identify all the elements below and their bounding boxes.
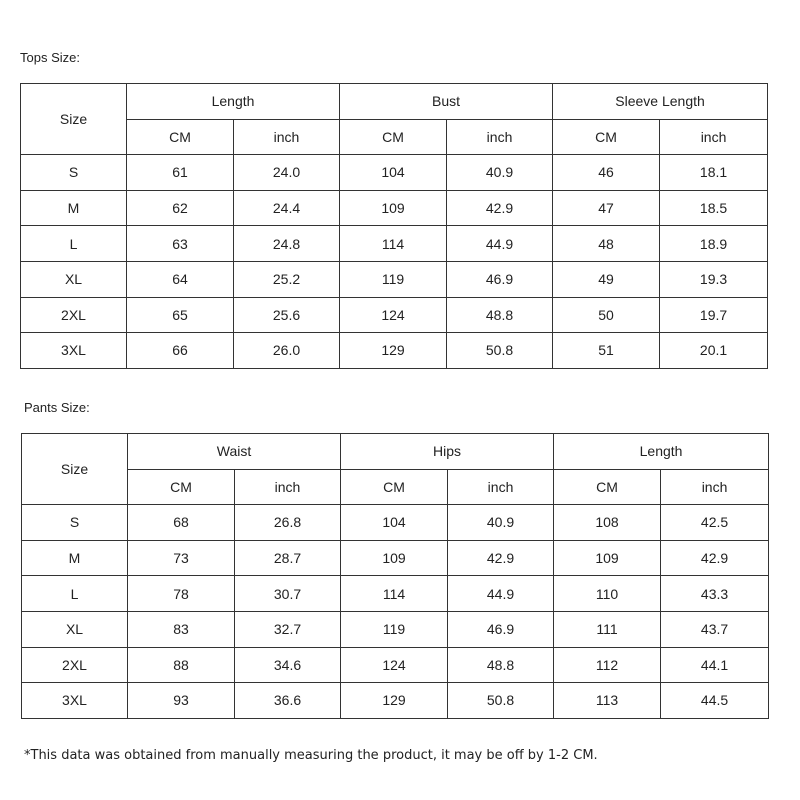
size-column-header: Size — [22, 434, 128, 505]
table-cell: 46.9 — [448, 611, 554, 647]
table-cell: 42.9 — [447, 190, 553, 226]
table-cell: 46.9 — [447, 261, 553, 297]
table-cell: 50.8 — [447, 333, 553, 369]
table-cell: 48.8 — [448, 647, 554, 683]
table-cell: 25.2 — [234, 261, 340, 297]
table-cell: 19.3 — [660, 261, 768, 297]
table-header-row — [22, 434, 769, 470]
table-cell: 42.5 — [661, 505, 769, 541]
measurement-footnote: *This data was obtained from manually measuring the product, it may be off by 1-2 CM. — [24, 748, 598, 763]
table-cell: 61 — [127, 155, 234, 191]
table-cell: 73 — [128, 540, 235, 576]
table-cell: 104 — [341, 505, 448, 541]
table-cell: 108 — [554, 505, 661, 541]
table-row — [22, 576, 769, 612]
table-row — [22, 540, 769, 576]
table-cell: 110 — [554, 576, 661, 612]
table-row — [21, 226, 768, 262]
tops-size-title: Tops Size: — [20, 50, 80, 65]
table-cell: 24.8 — [234, 226, 340, 262]
group-header-bust: Bust — [340, 84, 553, 120]
table-cell: 44.9 — [447, 226, 553, 262]
size-column-header: Size — [21, 84, 127, 155]
table-cell: 129 — [341, 683, 448, 719]
table-row — [21, 297, 768, 333]
table-cell: 68 — [128, 505, 235, 541]
table-cell: 66 — [127, 333, 234, 369]
table-row — [22, 505, 769, 541]
table-cell: 119 — [340, 261, 447, 297]
unit-header: CM — [128, 469, 235, 505]
unit-header: inch — [235, 469, 341, 505]
table-cell: 30.7 — [235, 576, 341, 612]
table-cell: 124 — [340, 297, 447, 333]
table-cell: 124 — [341, 647, 448, 683]
table-unit-row — [21, 119, 768, 155]
table-cell: 42.9 — [661, 540, 769, 576]
table-cell: 109 — [340, 190, 447, 226]
table-cell: 49 — [553, 261, 660, 297]
size-cell: 3XL — [21, 333, 127, 369]
table-cell: 50 — [553, 297, 660, 333]
table-cell: 40.9 — [448, 505, 554, 541]
unit-header: CM — [340, 119, 447, 155]
table-row — [22, 611, 769, 647]
table-cell: 83 — [128, 611, 235, 647]
unit-header: CM — [554, 469, 661, 505]
unit-header: inch — [234, 119, 340, 155]
size-cell: S — [21, 155, 127, 191]
table-cell: 25.6 — [234, 297, 340, 333]
table-cell: 42.9 — [448, 540, 554, 576]
unit-header: CM — [127, 119, 234, 155]
table-row — [21, 190, 768, 226]
table-cell: 78 — [128, 576, 235, 612]
table-cell: 44.1 — [661, 647, 769, 683]
pants-size-title: Pants Size: — [24, 400, 90, 415]
table-cell: 43.3 — [661, 576, 769, 612]
group-header-hips: Hips — [341, 434, 554, 470]
group-header-length: Length — [554, 434, 769, 470]
table-cell: 28.7 — [235, 540, 341, 576]
table-cell: 36.6 — [235, 683, 341, 719]
table-cell: 46 — [553, 155, 660, 191]
table-header-row — [21, 84, 768, 120]
table-cell: 64 — [127, 261, 234, 297]
table-cell: 65 — [127, 297, 234, 333]
table-cell: 93 — [128, 683, 235, 719]
table-cell: 112 — [554, 647, 661, 683]
table-cell: 113 — [554, 683, 661, 719]
table-row — [21, 261, 768, 297]
size-cell: L — [22, 576, 128, 612]
unit-header: inch — [661, 469, 769, 505]
table-cell: 43.7 — [661, 611, 769, 647]
size-cell: S — [22, 505, 128, 541]
table-cell: 119 — [341, 611, 448, 647]
table-cell: 44.9 — [448, 576, 554, 612]
size-cell: 3XL — [22, 683, 128, 719]
table-cell: 104 — [340, 155, 447, 191]
table-cell: 19.7 — [660, 297, 768, 333]
size-cell: M — [22, 540, 128, 576]
pants-size-table — [21, 433, 769, 719]
table-cell: 51 — [553, 333, 660, 369]
table-cell: 111 — [554, 611, 661, 647]
table-cell: 114 — [341, 576, 448, 612]
table-cell: 50.8 — [448, 683, 554, 719]
table-cell: 26.0 — [234, 333, 340, 369]
group-header-length: Length — [127, 84, 340, 120]
table-row — [22, 647, 769, 683]
table-cell: 20.1 — [660, 333, 768, 369]
table-cell: 40.9 — [447, 155, 553, 191]
table-cell: 18.5 — [660, 190, 768, 226]
table-cell: 18.1 — [660, 155, 768, 191]
table-cell: 34.6 — [235, 647, 341, 683]
table-row — [21, 155, 768, 191]
size-cell: 2XL — [22, 647, 128, 683]
size-cell: M — [21, 190, 127, 226]
size-cell: 2XL — [21, 297, 127, 333]
table-unit-row — [22, 469, 769, 505]
table-row — [21, 333, 768, 369]
table-cell: 63 — [127, 226, 234, 262]
table-cell: 44.5 — [661, 683, 769, 719]
unit-header: inch — [448, 469, 554, 505]
size-cell: XL — [21, 261, 127, 297]
unit-header: CM — [341, 469, 448, 505]
table-cell: 129 — [340, 333, 447, 369]
table-cell: 47 — [553, 190, 660, 226]
table-cell: 109 — [341, 540, 448, 576]
tops-size-table — [20, 83, 768, 369]
table-cell: 62 — [127, 190, 234, 226]
table-cell: 18.9 — [660, 226, 768, 262]
unit-header: inch — [660, 119, 768, 155]
size-cell: L — [21, 226, 127, 262]
table-cell: 24.4 — [234, 190, 340, 226]
group-header-waist: Waist — [128, 434, 341, 470]
table-cell: 48.8 — [447, 297, 553, 333]
group-header-sleeve-length: Sleeve Length — [553, 84, 768, 120]
table-cell: 88 — [128, 647, 235, 683]
table-cell: 114 — [340, 226, 447, 262]
unit-header: CM — [553, 119, 660, 155]
table-cell: 24.0 — [234, 155, 340, 191]
table-cell: 48 — [553, 226, 660, 262]
table-row — [22, 683, 769, 719]
table-cell: 32.7 — [235, 611, 341, 647]
unit-header: inch — [447, 119, 553, 155]
table-cell: 26.8 — [235, 505, 341, 541]
size-cell: XL — [22, 611, 128, 647]
table-cell: 109 — [554, 540, 661, 576]
